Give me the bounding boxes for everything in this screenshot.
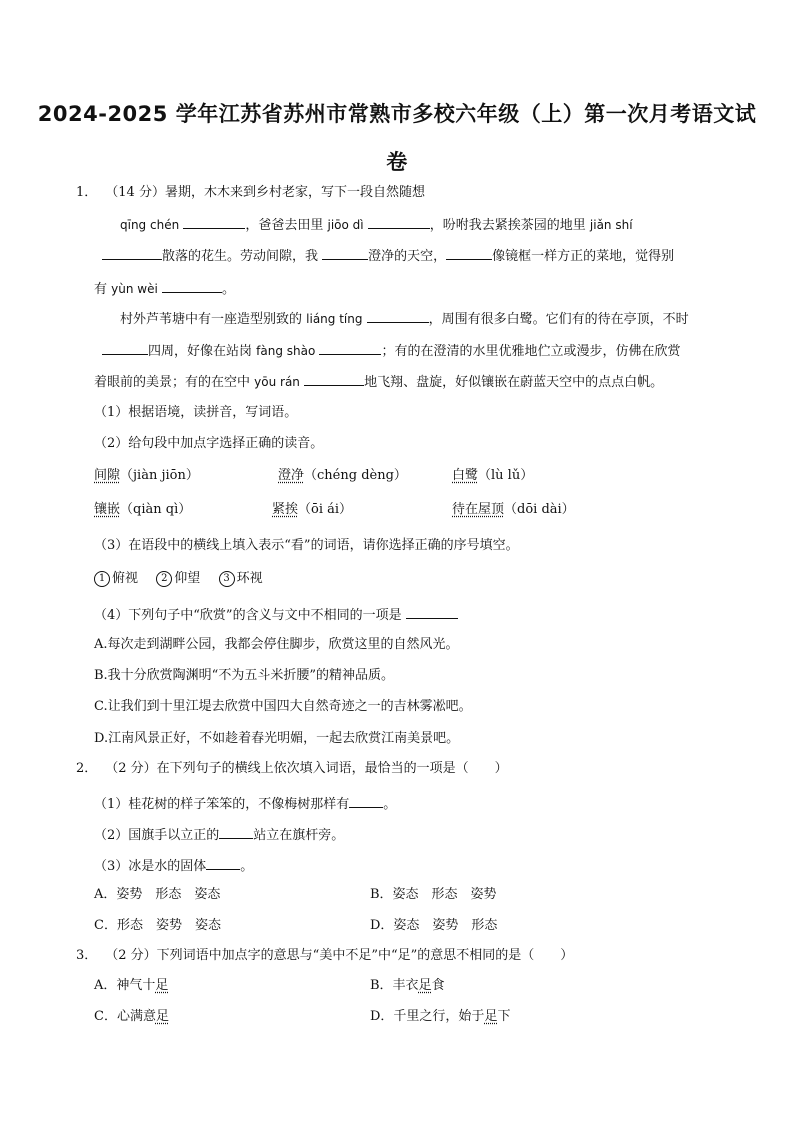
pron-options: （ōi ái） <box>298 502 353 517</box>
pron-item-2 <box>278 467 407 485</box>
blank-3[interactable] <box>102 245 162 260</box>
blank-2[interactable] <box>368 214 430 229</box>
pron-word: 白鹭 <box>452 468 479 483</box>
circled-number: 3 <box>219 571 235 587</box>
blank-look-2[interactable] <box>446 245 492 260</box>
q2-number: 2． <box>76 761 98 776</box>
pinyin-jianshi: jiǎn shí <box>589 218 633 232</box>
pron-options: （dōi dài） <box>504 502 575 517</box>
q2-sentence-3 <box>94 855 253 876</box>
circled-number: 1 <box>94 571 110 587</box>
text-segment: ，周围有很多白鹭。它们有的待在亭顶，不时 <box>428 312 689 327</box>
q1-para1-line3 <box>94 278 235 299</box>
q2-option-a: A．姿势 形态 姿态 <box>94 887 221 902</box>
q2-sentence-1 <box>94 793 396 814</box>
text-segment: 四周，好像在站岗 <box>148 344 253 359</box>
pron-options: （jiàn jiōn） <box>120 468 199 483</box>
q1-sub1: （1）根据语境，读拼音，写词语。 <box>94 405 298 420</box>
q1-number: 1． <box>76 185 98 200</box>
pron-item-4 <box>94 501 191 519</box>
q2-option-d: D．姿态 姿势 形态 <box>370 918 498 933</box>
blank-look-3[interactable] <box>102 340 148 355</box>
text-segment: A．神气十 <box>94 978 156 993</box>
text-segment: 站立在旗杆旁。 <box>253 828 345 843</box>
q1-para1-line1 <box>120 214 633 235</box>
q3-option-a <box>94 977 168 995</box>
pinyin-qingchen: qīng chén <box>120 218 180 232</box>
answer-blank[interactable] <box>406 604 458 619</box>
choice-d: D.江南风景正好，不如趁着春光明媚，一起去欣赏江南美景吧。 <box>94 731 460 746</box>
text-segment: 着眼前的美景；有的在空中 <box>94 375 251 390</box>
text-segment: C．心满意 <box>94 1009 156 1024</box>
pron-word: 紧挨 <box>272 502 299 517</box>
q3-header-text: （2 分）下列词语中加点字的意思与“美中不足”中“足”的意思不相同的是（ ） <box>105 948 574 963</box>
q1-para2-line3 <box>94 371 663 392</box>
dotted-char: 足 <box>418 978 432 993</box>
q2-option-b: B．姿态 形态 姿势 <box>370 887 497 902</box>
text-segment: ，爸爸去田里 <box>245 218 324 233</box>
blank-look-1[interactable] <box>322 245 368 260</box>
blank-7[interactable] <box>304 371 364 386</box>
blank-1[interactable] <box>183 214 245 229</box>
pinyin-fangshao: fàng shào <box>256 344 316 358</box>
page-title: 2024-2025 学年江苏省苏州市常熟市多校六年级（上）第一次月考语文试 <box>37 102 757 126</box>
pron-item-1 <box>94 467 199 485</box>
q2-header <box>76 760 508 778</box>
text-segment: 地飞翔、盘旋，好似镶嵌在蔚蓝天空中的点点白帆。 <box>364 375 664 390</box>
q1-sub3-options <box>94 570 263 588</box>
pron-options: （chéng dèng） <box>304 468 407 483</box>
q1-para2-line1 <box>120 308 689 329</box>
blank-6[interactable] <box>319 340 381 355</box>
pron-word: 待在屋顶 <box>452 502 505 517</box>
text-segment: 有 <box>94 282 108 297</box>
text-segment: （2）国旗手以立正的 <box>94 828 220 843</box>
text-segment: 下 <box>497 1009 511 1024</box>
option-text: 俯视 <box>112 571 139 586</box>
text-segment: （4）下列句子中“欣赏”的含义与文中不相同的一项是 <box>94 608 402 623</box>
blank-5[interactable] <box>367 308 429 323</box>
q3-option-c <box>94 1008 169 1026</box>
circled-number: 2 <box>156 571 172 587</box>
text-segment: ；有的在澄清的水里优雅地伫立或漫步，仿佛在欣赏 <box>381 344 681 359</box>
blank[interactable] <box>219 824 253 839</box>
q1-sub4 <box>94 604 458 625</box>
q3-header <box>76 947 573 965</box>
choice-a: A.每次走到湖畔公园，我都会停住脚步，欣赏这里的自然风光。 <box>94 637 459 652</box>
text-segment: B．丰衣 <box>370 978 419 993</box>
text-segment: 村外芦苇塘中有一座造型别致的 <box>120 312 303 327</box>
q2-option-c: C．形态 姿势 姿态 <box>94 918 221 933</box>
pinyin-youran: yōu rán <box>254 375 300 389</box>
option-text: 仰望 <box>174 571 201 586</box>
q1-header <box>76 184 425 202</box>
dotted-char: 足 <box>155 1009 169 1024</box>
dotted-char: 足 <box>484 1009 498 1024</box>
text-segment: D．千里之行，始于 <box>370 1009 485 1024</box>
pron-options: （qiàn qì） <box>120 502 192 517</box>
option-text: 环视 <box>236 571 263 586</box>
pinyin-yunwei: yùn wèi <box>111 282 158 296</box>
q1-sub2: （2）给句段中加点字选择正确的读音。 <box>94 436 324 451</box>
q1-para2-line2 <box>102 340 680 361</box>
pron-item-6 <box>452 501 575 519</box>
pron-item-3 <box>452 467 533 485</box>
choice-c: C.让我们到十里江堤去欣赏中国四大自然奇迹之一的吉林雾凇吧。 <box>94 699 472 714</box>
pron-word: 澄净 <box>278 468 305 483</box>
q2-header-text: （2 分）在下列句子的横线上依次填入词语，最恰当的一项是（ ） <box>105 761 508 776</box>
text-segment: 。 <box>221 282 235 297</box>
pinyin-liangting: liáng tíng <box>306 312 363 326</box>
text-segment: 。 <box>383 797 397 812</box>
text-segment: （1）桂花树的样子笨笨的，不像梅树那样有 <box>94 797 350 812</box>
pron-item-5 <box>272 501 352 519</box>
text-segment: 散落的花生。劳动间隙，我 <box>162 249 319 264</box>
q1-sub3: （3）在语段中的横线上填入表示“看”的词语，请你选择正确的序号填空。 <box>94 538 519 553</box>
q2-sentence-2 <box>94 824 344 845</box>
choice-b: B.我十分欣赏陶渊明“不为五斗米折腰”的精神品质。 <box>94 668 394 683</box>
page-title-continued: 卷 <box>386 150 408 174</box>
blank-4[interactable] <box>162 278 222 293</box>
dotted-char: 足 <box>155 978 169 993</box>
pron-options: （lù lǔ） <box>478 468 534 483</box>
text-segment: 澄净的天空， <box>368 249 447 264</box>
text-segment: ，吩咐我去紧挨茶园的地里 <box>429 218 586 233</box>
q1-header-text: （14 分）暑期，木木来到乡村老家，写下一段自然随想 <box>105 185 425 200</box>
text-segment: 像镜框一样方正的菜地，觉得别 <box>492 249 675 264</box>
pron-word: 镶嵌 <box>94 502 121 517</box>
q3-number: 3． <box>76 948 98 963</box>
q3-option-d <box>370 1008 510 1026</box>
q3-option-b <box>370 977 445 995</box>
text-segment: 食 <box>431 978 445 993</box>
blank[interactable] <box>349 793 383 808</box>
pron-word: 间隙 <box>94 468 121 483</box>
text-segment: 。 <box>240 859 254 874</box>
q1-para1-line2 <box>102 245 674 266</box>
blank[interactable] <box>206 855 240 870</box>
text-segment: （3）冰是水的固体 <box>94 859 207 874</box>
pinyin-jiaodi: jiōo dì <box>327 218 364 232</box>
